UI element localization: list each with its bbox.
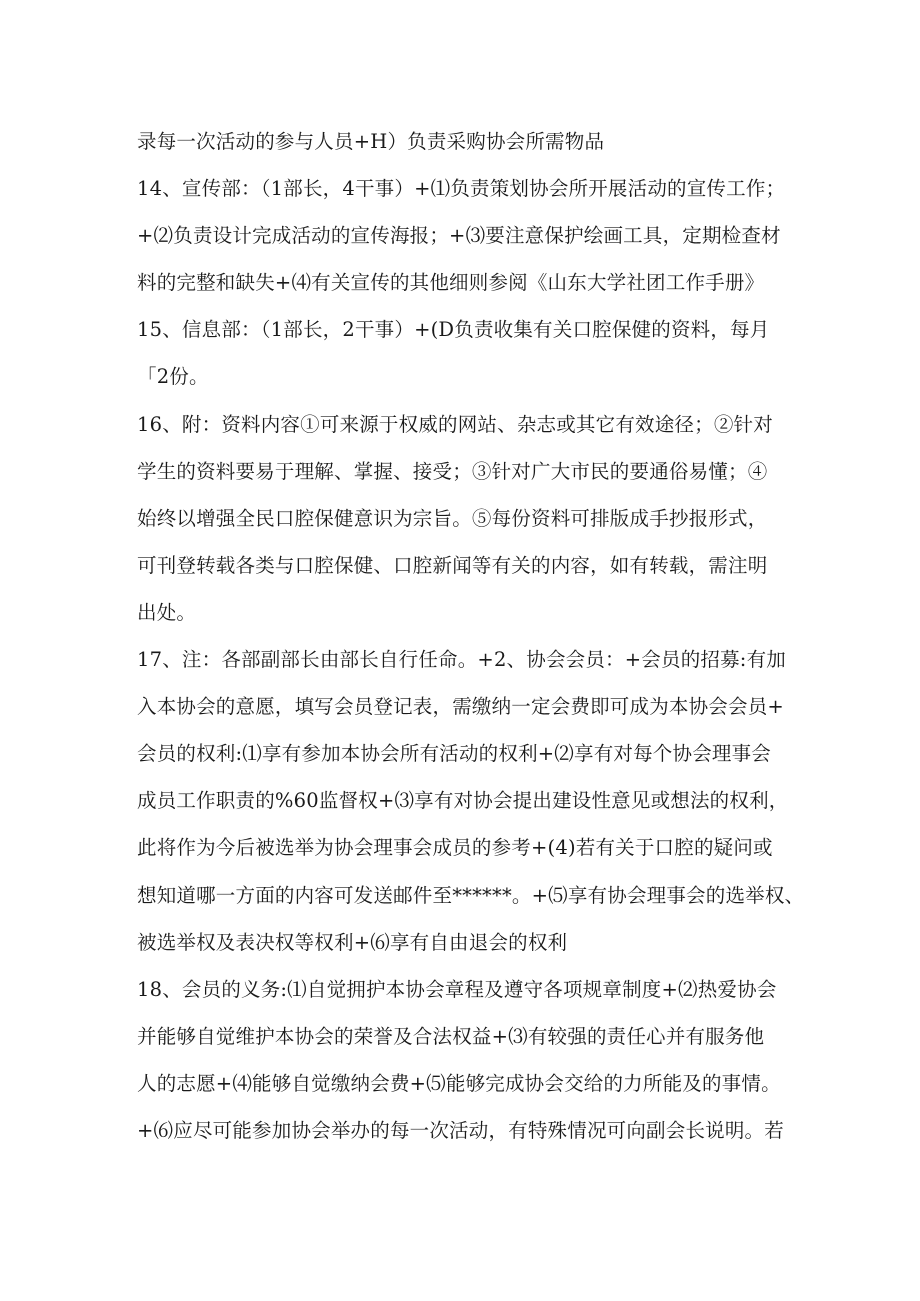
text-line: 学生的资料要易于理解、掌握、接受；③针对广大市民的要通俗易懂；④ <box>137 459 768 483</box>
text-line: 18、会员的义务:⑴自觉拥护本协会章程及遵守各项规章制度+⑵热爱协会 <box>137 977 777 1001</box>
text-line: 会员的权利:⑴享有参加本协会所有活动的权利+⑵享有对每个协会理事会 <box>137 742 772 766</box>
text-line: +⑹应尽可能参加协会举办的每一次活动，有特殊情况可向副会长说明。若 <box>137 1118 784 1142</box>
text-line: 想知道哪一方面的内容可发送邮件至******。+⑸享有协会理事会的选举权、 <box>137 883 805 907</box>
text-line: 入本协会的意愿，填写会员登记表，需缴纳一定会费即可成为本协会会员+ <box>137 695 784 719</box>
text-line: 人的志愿+⑷能够自觉缴纳会费+⑸能够完成协会交给的力所能及的事情。 <box>137 1071 781 1095</box>
text-line: 被选举权及表决权等权利+⑹享有自由退会的权利 <box>137 930 568 954</box>
text-line: 16、附：资料内容①可来源于权威的网站、杂志或其它有效途径；②针对 <box>137 412 773 436</box>
text-line: 并能够自觉维护本协会的荣誉及合法权益+⑶有较强的责任心并有服务他 <box>137 1024 765 1048</box>
text-line: 可刊登转载各类与口腔保健、口腔新闻等有关的内容，如有转载，需注明 <box>137 553 768 577</box>
text-line: 始终以增强全民口腔保健意识为宗旨。⑤每份资料可排版成手抄报形式， <box>137 506 768 530</box>
document-body <box>137 118 817 1154</box>
text-line: 14、宣传部：（1部长，4干事）+⑴负责策划协会所开展活动的宣传工作； <box>137 177 786 201</box>
text-line: 此将作为今后被选举为协会理事会成员的参考+(4)若有关于口腔的疑问或 <box>137 836 773 860</box>
text-line: 「2份。 <box>137 365 209 389</box>
text-line: 录每一次活动的参与人员+H）负责采购协会所需物品 <box>137 130 605 153</box>
text-line: 出处。 <box>137 600 197 624</box>
text-line: 17、注：各部副部长由部长自行任命。+2、协会会员：+会员的招募:有加 <box>137 648 786 672</box>
text-line: +⑵负责设计完成活动的宣传海报；+⑶要注意保护绘画工具，定期检查材 <box>137 224 781 248</box>
text-line: 料的完整和缺失+⑷有关宣传的其他细则参阅《山东大学社团工作手册》 <box>137 271 765 295</box>
text-line: 15、信息部：（1部长，2干事）+(D负责收集有关口腔保健的资料，每月 <box>137 318 770 342</box>
text-line: 成员工作职责的%60监督权+⑶享有对协会提出建设性意见或想法的权利， <box>137 789 789 813</box>
